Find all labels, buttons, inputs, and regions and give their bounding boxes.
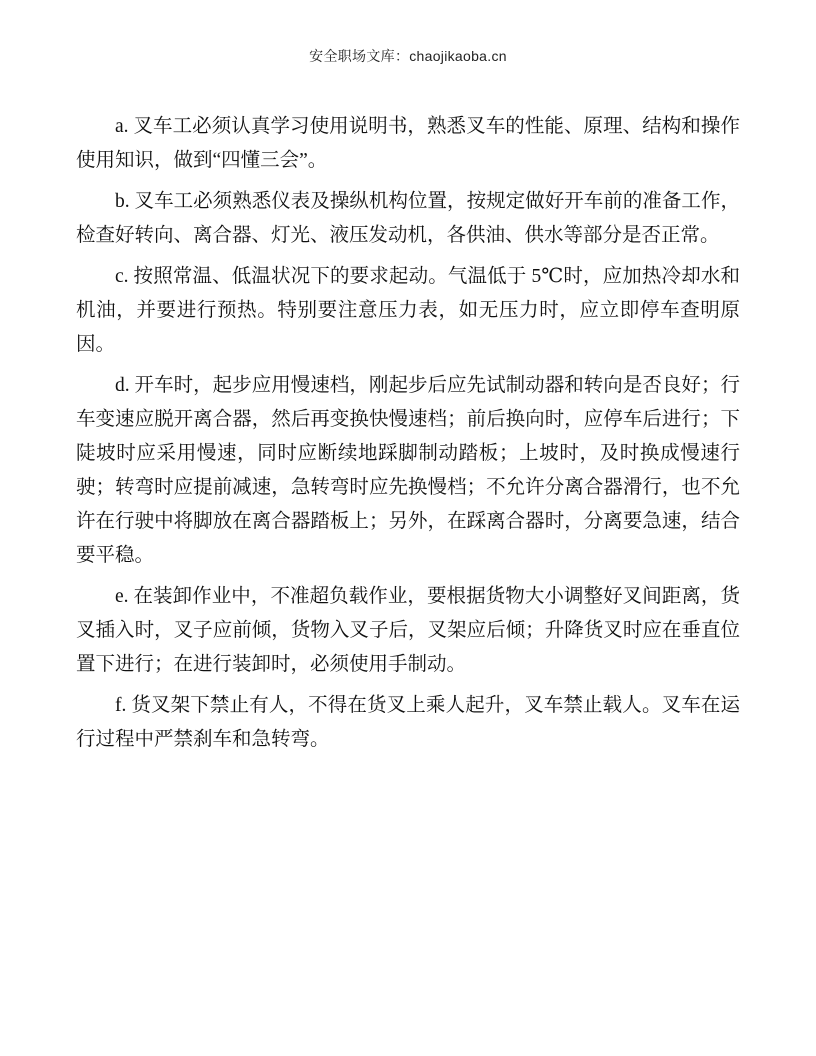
paragraph-e: e. 在装卸作业中，不准超负载作业，要根据货物大小调整好叉间距离，货叉插入时，叉子应前倾，货物入叉子后，叉架应后倾；升降货叉时应在垂直位置下进行；在进行装卸时，必须使用手制动。 <box>76 586 740 675</box>
paragraph-f: f. 货叉架下禁止有人，不得在货叉上乘人起升，叉车禁止载人。叉车在运行过程中严禁刹车和急转弯。 <box>76 695 740 750</box>
paragraph-a: a. 叉车工必须认真学习使用说明书，熟悉叉车的性能、原理、结构和操作使用知识，做到“四懂三会”。 <box>76 116 740 171</box>
paragraph-d: d. 开车时，起步应用慢速档，刚起步后应先试制动器和转向是否良好；行车变速应脱开离合器，然后再变换快慢速档；前后换向时，应停车后进行；下陡坡时应采用慢速，同时应断续地踩脚制动踏板；上坡时，及时换成慢速行驶；转弯时应提前减速，急转弯时应先换慢档；不允许分离合器滑行，也不允许在行驶中将脚放在离合器踏板上；另外，在踩离合器时，分离要急速，结合要平稳。 <box>76 375 740 566</box>
site-header: 安全职场文库：chaojikaoba.cn <box>309 48 507 64</box>
document-body <box>76 110 740 757</box>
paragraph-c: c. 按照常温、低温状况下的要求起动。气温低于 5℃时，应加热冷却水和机油，并要进行预热。特别要注意压力表，如无压力时，应立即停车查明原因。 <box>76 266 740 355</box>
paragraph-b: b. 叉车工必须熟悉仪表及操纵机构位置，按规定做好开车前的准备工作，检查好转向、离合器、灯光、液压发动机，各供油、供水等部分是否正常。 <box>76 191 740 246</box>
